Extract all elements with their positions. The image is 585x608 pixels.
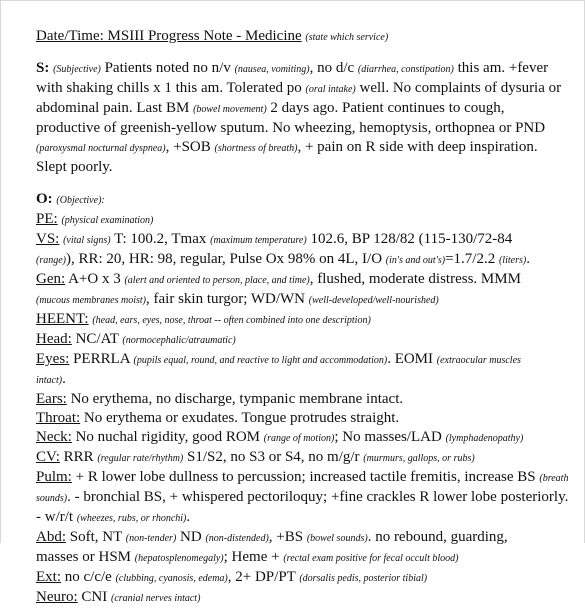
objective-header bbox=[36, 190, 576, 210]
note-text: productive of greenish-yellow sputum. No wheezing, hemoptysis, orthopnea or PND bbox=[36, 120, 546, 136]
annotation-text: (rectal exam positive for fecal occult blood) bbox=[283, 553, 459, 564]
note-text: ; Heme + bbox=[223, 549, 284, 565]
section-heading: HEENT: bbox=[36, 311, 89, 327]
section-heading: Ears: bbox=[36, 391, 67, 407]
note-text: PERRLA bbox=[69, 351, 134, 367]
subjective-label: S: bbox=[36, 60, 50, 76]
note-line bbox=[36, 59, 576, 79]
note-line bbox=[36, 548, 576, 568]
note-text: . bbox=[526, 251, 530, 267]
annotation-text: (maximum temperature) bbox=[210, 235, 307, 246]
section-heading: Ext: bbox=[36, 569, 61, 585]
annotation-text: (clubbing, cyanosis, edema) bbox=[115, 573, 228, 584]
objective-section bbox=[36, 190, 576, 608]
annotation-text: sounds) bbox=[36, 493, 68, 504]
note-text: abdominal pain. Last BM bbox=[36, 100, 194, 116]
section-heading: PE: bbox=[36, 211, 58, 227]
annotation-text: (physical examination) bbox=[61, 215, 154, 226]
note-text: Patients noted no n/v bbox=[100, 60, 235, 76]
annotation-text: (extraocular muscles bbox=[436, 355, 521, 366]
spacer bbox=[36, 47, 576, 59]
note-line bbox=[36, 528, 576, 548]
note-line bbox=[36, 508, 576, 528]
annotation-text: intact) bbox=[36, 375, 63, 386]
note-text: + R lower lobe dullness to percussion; increased tactile fremitis, increase BS bbox=[71, 469, 540, 485]
note-line bbox=[36, 568, 576, 588]
annotation-text: (paroxysmal nocturnal dyspnea) bbox=[36, 143, 166, 154]
annotation-text: (breath bbox=[539, 473, 569, 484]
title-note: (state which service) bbox=[305, 32, 389, 43]
note-line bbox=[36, 330, 576, 350]
annotation-text: (wheezes, rubs, or rhonchi) bbox=[76, 513, 187, 524]
section-heading: Gen: bbox=[36, 271, 66, 287]
note-line bbox=[36, 468, 576, 488]
annotation-text: (well-developed/well-nourished) bbox=[308, 295, 439, 306]
note-text: masses or HSM bbox=[36, 549, 135, 565]
note-text: with shaking chills x 1 this am. Tolerated po bbox=[36, 80, 306, 96]
note-line bbox=[36, 138, 576, 158]
note-text: CNI bbox=[77, 589, 111, 605]
annotation-text: (alert and oriented to person, place, and time) bbox=[124, 275, 310, 286]
note-text: No nuchal rigidity, good ROM bbox=[71, 429, 264, 445]
annotation-text: (in's and out's) bbox=[385, 255, 446, 266]
note-text: NC/AT bbox=[71, 331, 123, 347]
note-text: - w/r/t bbox=[36, 509, 77, 525]
note-text: 2 days ago. Patient continues to cough, bbox=[266, 100, 505, 116]
note-line bbox=[36, 390, 576, 409]
note-text: no c/c/e bbox=[61, 569, 116, 585]
annotation-text: (hepatosplenomegaly) bbox=[134, 553, 224, 564]
annotation-text: (vital signs) bbox=[63, 235, 111, 246]
annotation-text: (lymphadenopathy) bbox=[445, 433, 524, 444]
annotation-text: (murmurs, gallops, or rubs) bbox=[363, 453, 475, 464]
annotation-text: (Subjective) bbox=[53, 64, 101, 75]
spacer bbox=[36, 177, 576, 190]
annotation-text: (diarrhea, constipation) bbox=[357, 64, 454, 75]
objective-note: (Objective): bbox=[56, 195, 105, 206]
annotation-text: (normocephalic/atraumatic) bbox=[122, 335, 236, 346]
subjective-section bbox=[36, 59, 576, 177]
note-line bbox=[36, 99, 576, 119]
note-text: . EOMI bbox=[387, 351, 437, 367]
section-heading: Throat: bbox=[36, 410, 81, 426]
note-line bbox=[36, 488, 576, 508]
annotation-text: (head, ears, eyes, nose, throat -- often combined into one description) bbox=[92, 315, 371, 326]
section-heading: Abd: bbox=[36, 529, 66, 545]
note-text: T: 100.2, Tmax bbox=[110, 231, 211, 247]
note-text: well. No complaints of dysuria or bbox=[355, 80, 562, 96]
note-text: , +SOB bbox=[165, 139, 215, 155]
note-line bbox=[36, 270, 576, 290]
note-text: , flushed, moderate distress. MMM bbox=[309, 271, 521, 287]
note-text: , + pain on R side with deep inspiration. bbox=[297, 139, 538, 155]
note-title bbox=[36, 27, 576, 47]
note-line bbox=[36, 370, 576, 390]
section-heading: Neuro: bbox=[36, 589, 78, 605]
note-text: 102.6, BP 128/82 (115-130/72-84 bbox=[306, 231, 513, 247]
note-text: RRR bbox=[59, 449, 98, 465]
annotation-text: (shortness of breath) bbox=[214, 143, 298, 154]
note-text: ND bbox=[176, 529, 206, 545]
note-text: ; No masses/LAD bbox=[334, 429, 446, 445]
note-text: , 2+ DP/PT bbox=[227, 569, 300, 585]
note-text: No erythema or exudates. Tongue protrudes straight. bbox=[80, 410, 400, 426]
note-text: this am. +fever bbox=[453, 60, 549, 76]
note-text: , fair skin turgor; WD/WN bbox=[146, 291, 309, 307]
note-text: , no d/c bbox=[309, 60, 358, 76]
annotation-text: (oral intake) bbox=[305, 84, 356, 95]
note-line bbox=[36, 158, 576, 177]
annotation-text: (range) bbox=[36, 255, 66, 266]
note-line bbox=[36, 350, 576, 370]
annotation-text: (non-tender) bbox=[125, 533, 177, 544]
note-text: . no rebound, guarding, bbox=[367, 529, 508, 545]
annotation-text: (bowel movement) bbox=[193, 104, 267, 115]
note-text: A+O x 3 bbox=[65, 271, 125, 287]
note-text: Soft, NT bbox=[66, 529, 126, 545]
note-text: No erythema, no discharge, tympanic membrane intact. bbox=[66, 391, 404, 407]
annotation-text: (range of motion) bbox=[263, 433, 335, 444]
note-line bbox=[36, 310, 576, 330]
title-text: Date/Time: MSIII Progress Note - Medicine bbox=[36, 28, 302, 44]
objective-label: O: bbox=[36, 191, 53, 207]
section-heading: VS: bbox=[36, 231, 60, 247]
note-line bbox=[36, 210, 576, 230]
section-heading: CV: bbox=[36, 449, 60, 465]
note-line bbox=[36, 428, 576, 448]
note-line bbox=[36, 230, 576, 250]
section-heading: Neck: bbox=[36, 429, 72, 445]
note-line bbox=[36, 119, 576, 138]
annotation-text: (cranial nerves intact) bbox=[111, 593, 201, 604]
note-line bbox=[36, 79, 576, 99]
note-text: S1/S2, no S3 or S4, no m/g/r bbox=[183, 449, 364, 465]
annotation-text: (pupils equal, round, and reactive to light and accommodation) bbox=[133, 355, 388, 366]
note-line bbox=[36, 250, 576, 270]
annotation-text: (non-distended) bbox=[205, 533, 269, 544]
annotation-text: (mucous membranes moist) bbox=[36, 295, 146, 306]
section-heading: Eyes: bbox=[36, 351, 70, 367]
note-line bbox=[36, 448, 576, 468]
note-text: =1.7/2.2 bbox=[445, 251, 499, 267]
annotation-text: (dorsalis pedis, posterior tibial) bbox=[299, 573, 428, 584]
note-text: ), RR: 20, HR: 98, regular, Pulse Ox 98% on 4L, I/O bbox=[66, 251, 386, 267]
note-line bbox=[36, 588, 576, 608]
note-line bbox=[36, 409, 576, 428]
section-heading: Pulm: bbox=[36, 469, 72, 485]
note-text: . - bronchial BS, + whispered pectoriloquy; +fine crackles R lower lobe posteriorly. bbox=[67, 489, 569, 505]
annotation-text: (nausea, vomiting) bbox=[234, 64, 310, 75]
note-text: , +BS bbox=[268, 529, 307, 545]
annotation-text: (regular rate/rhythm) bbox=[97, 453, 184, 464]
section-heading: Head: bbox=[36, 331, 72, 347]
annotation-text: (bowel sounds) bbox=[306, 533, 368, 544]
note-text: . bbox=[186, 509, 191, 525]
note-text: Slept poorly. bbox=[36, 159, 113, 175]
annotation-text: (liters) bbox=[498, 255, 527, 266]
note-text: . bbox=[62, 371, 66, 387]
note-line bbox=[36, 290, 576, 310]
